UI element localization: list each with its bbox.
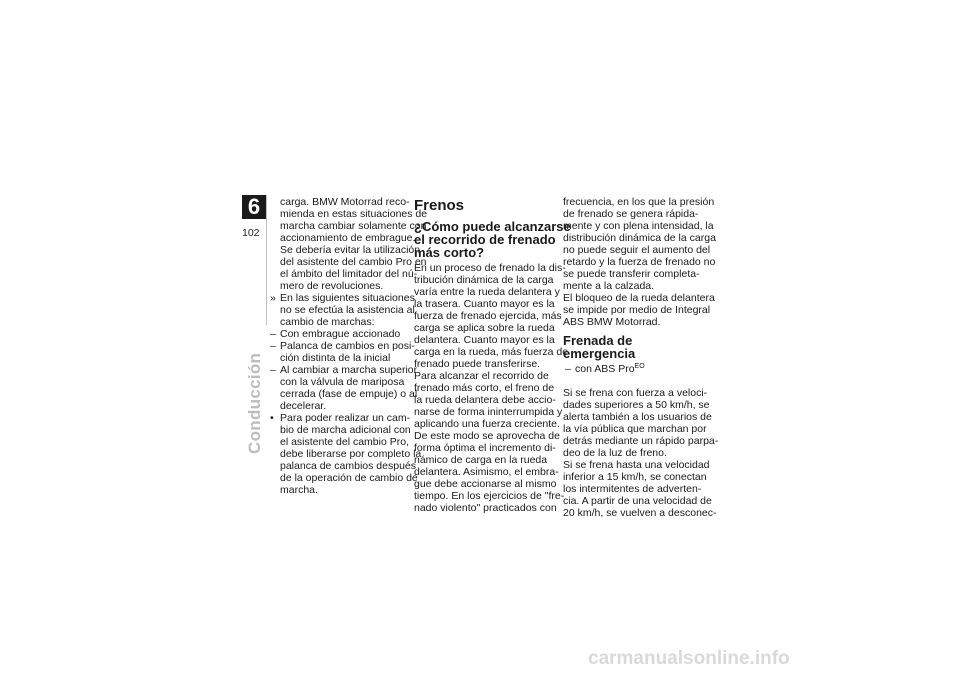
text-line: frenado puede transferirse.: [414, 358, 541, 370]
text-line: tribución dinámica de la carga: [414, 274, 554, 286]
margin-divider: [266, 195, 267, 325]
text-line: no se efectúa la asistencia al: [280, 304, 415, 316]
text-line: el asistente del cambio Pro,: [280, 436, 409, 448]
text-line: delantera. Asimismo, el embra-: [414, 466, 559, 478]
text-line: inferior a 15 km/h, se conectan: [563, 471, 707, 483]
text-line: frenado más corto, el freno de: [414, 382, 555, 394]
text-line: el recorrido de frenado: [414, 232, 556, 247]
dash-item: [268, 340, 415, 364]
text-line: ción distinta de la inicial: [280, 352, 391, 364]
text-line: gue debe accionarse al mismo: [414, 478, 557, 490]
text-line: más corto?: [414, 245, 485, 260]
text-line: dades superiores a 50 km/h, se: [563, 399, 710, 411]
bullet-marker: •: [270, 412, 274, 424]
text-line: del asistente del cambio Pro en: [280, 256, 427, 268]
braking-paragraph-continued: [563, 196, 716, 328]
text-line: forma óptima el incremento di-: [414, 442, 556, 454]
braking-paragraph: [414, 262, 569, 514]
dash-marker: –: [270, 328, 276, 340]
text-line: aplicando una fuerza creciente.: [414, 418, 560, 430]
arrow-marker: »: [270, 292, 276, 304]
section-title: Conducción: [245, 352, 264, 454]
text-line: mente a la calzada.: [563, 280, 655, 292]
text-line: Al cambiar a marcha superior: [280, 364, 418, 376]
text-line: cia. A partir de una velocidad de: [563, 495, 712, 507]
abs-pro-variant: [563, 363, 703, 375]
text-line: se puede transferir completa-: [563, 268, 700, 280]
emergency-braking-heading: Frenada de emergencia: [563, 333, 636, 361]
text-line: Se debería evitar la utilización: [280, 244, 421, 256]
text-line: Si se frena hasta una velocidad: [563, 459, 710, 471]
text-line: marcha.: [280, 484, 318, 496]
variant-text: con ABS Pro: [575, 363, 635, 375]
text-column-2: [414, 196, 571, 514]
text-line: la rueda delantera debe accio-: [414, 394, 556, 406]
text-line: alerta también a los usuarios de: [563, 411, 712, 423]
text-line: cerrada (fase de empuje) o al: [280, 388, 418, 400]
dash-item: [268, 328, 408, 340]
chapter-number-tab: 6: [242, 195, 266, 219]
text-line: se impide por medio de Integral: [563, 304, 711, 316]
page-number: 102: [242, 227, 260, 239]
text-line: cambio de marchas:: [280, 316, 375, 328]
text-line: delantera. Cuanto mayor es la: [414, 334, 555, 346]
text-line: ABS BMW Motorrad.: [563, 316, 661, 328]
text-line: decelerar.: [280, 400, 327, 412]
text-line: palanca de cambios después: [280, 460, 417, 472]
text-line: ¿Cómo puede alcanzarse: [414, 219, 571, 234]
text-line: fuerza de frenado ejercida, más: [414, 310, 562, 322]
text-line: 20 km/h, se vuelven a desconec-: [563, 507, 717, 519]
text-line: el ámbito del limitador del nú-: [280, 268, 418, 280]
text-line: la trasera. Cuanto mayor es la: [414, 298, 555, 310]
text-line: De este modo se aprovecha de: [414, 430, 560, 442]
text-line: varía entre la rueda delantera y: [414, 286, 560, 298]
text-line: de la operación de cambio de: [280, 472, 418, 484]
section-side-label: [242, 346, 266, 456]
text-line: carga en la rueda, más fuerza de: [414, 346, 569, 358]
text-column-3: [563, 196, 719, 519]
text-line: El bloqueo de la rueda delantera: [563, 292, 715, 304]
optional-equipment-code: EO: [634, 363, 645, 370]
intro-paragraph: [268, 196, 428, 292]
text-line: distribución dinámica de la carga: [563, 232, 716, 244]
text-line: En las siguientes situaciones: [280, 292, 415, 304]
dash-marker: –: [270, 340, 276, 352]
text-line: mienda en estas situaciones de: [280, 208, 428, 220]
emergency-paragraph: [563, 387, 719, 519]
text-line: En un proceso de frenado la dis-: [414, 262, 566, 274]
text-line: Si se frena con fuerza a veloci-: [563, 387, 708, 399]
variant-marker: –: [565, 363, 571, 375]
arrow-item: [268, 292, 415, 328]
braking-distance-subheading: [414, 219, 571, 260]
text-line: marcha cambiar solamente con: [280, 220, 427, 232]
text-line: Con embrague accionado: [280, 328, 401, 340]
text-line: bio de marcha adicional con: [280, 424, 411, 436]
text-line: Para poder realizar un cam-: [280, 412, 411, 424]
text-line: tiempo. En los ejercicios de "fre-: [414, 490, 565, 502]
text-line: la vía pública que marchan por: [563, 423, 707, 435]
text-line: Para alcanzar el recorrido de: [414, 370, 549, 382]
text-line: námico de carga en la rueda: [414, 454, 548, 466]
text-line: mente y con plena intensidad, la: [563, 220, 714, 232]
text-line: narse de forma ininterrumpida y: [414, 406, 563, 418]
text-line: nado violento" practicados con: [414, 502, 557, 514]
bullet-item: [268, 412, 422, 496]
dash-item: [268, 364, 418, 412]
text-line: mero de revoluciones.: [280, 280, 384, 292]
text-line: detrás mediante un rápido parpa-: [563, 435, 719, 447]
text-line: los intermitentes de adverten-: [563, 483, 702, 495]
text-line: deo de la luz de freno.: [563, 447, 667, 459]
brakes-heading: Frenos: [414, 197, 465, 214]
text-line: Palanca de cambios en posi-: [280, 340, 415, 352]
text-line: carga. BMW Motorrad reco-: [280, 196, 410, 208]
text-line: de frenado se genera rápida-: [563, 208, 699, 220]
text-line: frecuencia, en los que la presión: [563, 196, 715, 208]
text-line: debe liberarse por completo la: [280, 448, 422, 460]
text-line: retardo y la fuerza de frenado no: [563, 256, 716, 268]
text-line: carga se aplica sobre la rueda: [414, 322, 555, 334]
text-line: no puede seguir el aumento del: [563, 244, 711, 256]
watermark: carmanualsonline.info: [588, 648, 790, 669]
text-line: accionamiento de embrague.: [280, 232, 416, 244]
dash-marker: –: [270, 364, 276, 376]
text-line: con la válvula de mariposa: [280, 376, 405, 388]
text-column-1: [268, 196, 428, 496]
